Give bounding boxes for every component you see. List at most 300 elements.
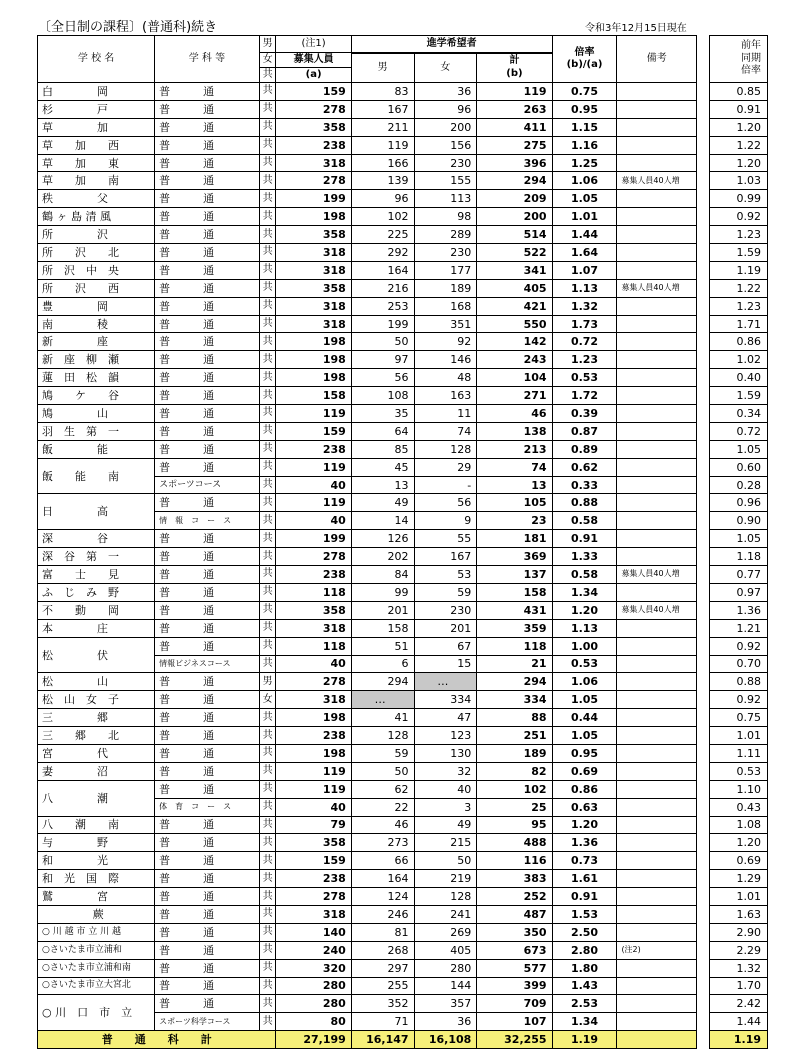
total-count: 411 [477,118,552,136]
ratio: 1.34 [552,1013,617,1031]
table-row [38,870,697,888]
header-ratio-label: 倍率 [574,46,595,58]
prev-total-row [710,1031,768,1049]
remarks [617,1013,697,1031]
total-count: 137 [477,566,552,584]
prev-ratio: 1.23 [710,226,768,244]
female-count: 59 [414,583,477,601]
prev-ratio: 1.29 [710,870,768,888]
ratio: 0.73 [552,852,617,870]
capacity: 118 [276,583,351,601]
remarks [617,315,697,333]
total-female: 16,108 [414,1031,477,1049]
total-sum: 32,255 [477,1031,552,1049]
school-name: 所 沢 [38,226,155,244]
prev-ratio: 1.01 [710,888,768,906]
dept-name: 普 通 [155,888,260,906]
school-name: 本 庄 [38,619,155,637]
table-row [38,923,697,941]
male-count: 164 [351,261,414,279]
prev-row [710,297,768,315]
total-count: 13 [477,476,552,494]
prev-ratio: 0.91 [710,100,768,118]
dept-name: 普 通 [155,387,260,405]
remarks [617,905,697,923]
remarks [617,422,697,440]
capacity: 40 [276,798,351,816]
prev-ratio: 0.43 [710,798,768,816]
prev-ratio: 1.22 [710,136,768,154]
capacity: 119 [276,780,351,798]
total-count: 105 [477,494,552,512]
female-count: 177 [414,261,477,279]
capacity: 198 [276,333,351,351]
ratio: 0.91 [552,888,617,906]
capacity: 40 [276,512,351,530]
table-row [38,333,697,351]
table-row [38,83,697,101]
prev-row [710,369,768,387]
remarks [617,261,697,279]
prev-ratio: 1.03 [710,172,768,190]
gender: 共 [259,959,276,977]
total-count: 102 [477,780,552,798]
gender: 共 [259,780,276,798]
prev-ratio: 0.92 [710,637,768,655]
school-name: 白 岡 [38,83,155,101]
remarks [617,691,697,709]
male-count: 59 [351,744,414,762]
prev-ratio: 1.59 [710,387,768,405]
total-count: 294 [477,172,552,190]
ratio: 1.36 [552,834,617,852]
prev-ratio: 1.01 [710,727,768,745]
table-row [38,315,697,333]
ratio: 0.33 [552,476,617,494]
school-name: 八 潮 [38,780,155,816]
capacity: 119 [276,458,351,476]
prev-row [710,458,768,476]
table-row [38,440,697,458]
header-prev-line3: 倍率 [741,65,761,77]
gender: 共 [259,154,276,172]
total-count: 118 [477,637,552,655]
prev-ratio: 0.92 [710,208,768,226]
dept-name: 普 通 [155,226,260,244]
male-count: 199 [351,315,414,333]
table-row [38,959,697,977]
total-count: 200 [477,208,552,226]
capacity: 140 [276,923,351,941]
dept-name: 普 通 [155,494,260,512]
school-name: ○さいたま市立浦和 [38,941,155,959]
ratio: 1.05 [552,691,617,709]
female-count: 96 [414,100,477,118]
prev-row [710,905,768,923]
capacity: 199 [276,530,351,548]
prev-row [710,744,768,762]
total-count: 25 [477,798,552,816]
ratio: 1.32 [552,297,617,315]
total-count: 522 [477,244,552,262]
prev-row [710,190,768,208]
prev-row [710,333,768,351]
table-row [38,405,697,423]
capacity: 118 [276,637,351,655]
capacity: 318 [276,244,351,262]
remarks [617,208,697,226]
prev-row [710,566,768,584]
total-count: 104 [477,369,552,387]
male-count: 22 [351,798,414,816]
male-count: 119 [351,136,414,154]
prev-ratio: 1.23 [710,297,768,315]
gender: 共 [259,941,276,959]
prev-ratio: 0.70 [710,655,768,673]
ratio: 1.00 [552,637,617,655]
total-count: 189 [477,744,552,762]
total-count: 275 [477,136,552,154]
table-row [38,190,697,208]
gender: 共 [259,226,276,244]
prev-row [710,959,768,977]
female-count: 47 [414,709,477,727]
table-row [38,583,697,601]
capacity: 278 [276,888,351,906]
female-count: 3 [414,798,477,816]
male-count: 56 [351,369,414,387]
remarks [617,440,697,458]
total-count: 271 [477,387,552,405]
prev-ratio: 1.20 [710,118,768,136]
total-count: 399 [477,977,552,995]
ratio: 0.58 [552,512,617,530]
school-name: 所 沢 北 [38,244,155,262]
dept-name: 普 通 [155,315,260,333]
school-name: 富 士 見 [38,566,155,584]
total-count: 46 [477,405,552,423]
prev-row [710,601,768,619]
enrollment-table [37,35,697,1049]
remarks [617,405,697,423]
female-count: 155 [414,172,477,190]
prev-ratio: 0.40 [710,369,768,387]
capacity: 318 [276,261,351,279]
school-name: 草 加 西 [38,136,155,154]
total-count: 263 [477,100,552,118]
prev-ratio: 0.99 [710,190,768,208]
male-count: 46 [351,816,414,834]
male-count: 294 [351,673,414,691]
table-row [38,458,697,476]
dept-name: 普 通 [155,601,260,619]
remarks [617,351,697,369]
male-count: 50 [351,762,414,780]
prev-row [710,548,768,566]
prev-row [710,852,768,870]
gender: 共 [259,762,276,780]
header-prev-line1: 前年 [741,40,761,52]
school-name: 妻 沼 [38,762,155,780]
female-count: 9 [414,512,477,530]
female-count: … [414,673,477,691]
ratio: 1.53 [552,905,617,923]
capacity: 119 [276,405,351,423]
school-name: 南 稜 [38,315,155,333]
prev-row [710,351,768,369]
dept-name: 普 通 [155,422,260,440]
school-name: ○ 川 口 市 立 [38,995,155,1031]
male-count: 71 [351,1013,414,1031]
header-cap-a: (a) [276,68,351,83]
school-name: 宮 代 [38,744,155,762]
gender: 共 [259,100,276,118]
gender: 共 [259,655,276,673]
total-count: 350 [477,923,552,941]
table-row [38,673,697,691]
gender: 共 [259,1013,276,1031]
school-name: 秩 父 [38,190,155,208]
ratio: 1.43 [552,977,617,995]
dept-name: 普 通 [155,530,260,548]
table-row [38,494,697,512]
ratio: 1.16 [552,136,617,154]
prev-ratio: 0.34 [710,405,768,423]
female-count: 230 [414,601,477,619]
male-count: 166 [351,154,414,172]
school-name: 三 郷 [38,709,155,727]
table-row [38,637,697,655]
prev-row [710,279,768,297]
prev-ratio: 0.77 [710,566,768,584]
school-name: 新 座 柳 瀬 [38,351,155,369]
capacity: 318 [276,154,351,172]
gender: 共 [259,440,276,458]
remarks [617,673,697,691]
prev-ratio: 1.05 [710,440,768,458]
female-count: 113 [414,190,477,208]
remarks [617,709,697,727]
gender: 共 [259,709,276,727]
ratio: 1.23 [552,351,617,369]
header-female: 女 [414,53,477,83]
female-count: 53 [414,566,477,584]
capacity: 358 [276,834,351,852]
female-count: 15 [414,655,477,673]
female-count: 67 [414,637,477,655]
gender: 共 [259,83,276,101]
prev-ratio: 0.97 [710,583,768,601]
total-count: 431 [477,601,552,619]
remarks [617,369,697,387]
gender: 共 [259,118,276,136]
gender: 女 [259,691,276,709]
remarks [617,458,697,476]
ratio: 2.50 [552,923,617,941]
dept-name: 普 通 [155,744,260,762]
capacity: 240 [276,941,351,959]
prev-row [710,405,768,423]
total-male: 16,147 [351,1031,414,1049]
remarks [617,619,697,637]
header-total [477,53,552,83]
capacity: 159 [276,83,351,101]
prev-ratio: 0.60 [710,458,768,476]
male-count: 268 [351,941,414,959]
capacity: 318 [276,905,351,923]
remarks [617,637,697,655]
table-row [38,172,697,190]
table-row [38,369,697,387]
ratio: 2.80 [552,941,617,959]
dept-name: 普 通 [155,780,260,798]
capacity: 40 [276,476,351,494]
total-count: 577 [477,959,552,977]
prev-row [710,637,768,655]
total-count: 396 [477,154,552,172]
dept-name: 普 通 [155,691,260,709]
prev-row [710,136,768,154]
school-name: 草 加 南 [38,172,155,190]
prev-ratio: 0.92 [710,691,768,709]
gender: 共 [259,870,276,888]
gender: 共 [259,834,276,852]
dept-name: 普 通 [155,458,260,476]
female-count: 280 [414,959,477,977]
school-name: 不 動 岡 [38,601,155,619]
table-row [38,422,697,440]
gender: 共 [259,190,276,208]
male-count: 62 [351,780,414,798]
gender: 共 [259,476,276,494]
prev-row [710,476,768,494]
dept-name: 普 通 [155,995,260,1013]
ratio: 1.44 [552,226,617,244]
school-name: 松 山 女 子 [38,691,155,709]
remarks [617,297,697,315]
prev-row [710,995,768,1013]
female-count: 144 [414,977,477,995]
prev-ratio: 1.20 [710,154,768,172]
capacity: 79 [276,816,351,834]
total-count: 252 [477,888,552,906]
total-count: 181 [477,530,552,548]
total-count: 514 [477,226,552,244]
female-count: 29 [414,458,477,476]
dept-name: 情 報 コ ー ス [155,512,260,530]
school-name: 飯 能 [38,440,155,458]
school-name: 鳩 山 [38,405,155,423]
school-name: 和 光 [38,852,155,870]
ratio: 1.73 [552,315,617,333]
dept-name: 普 通 [155,673,260,691]
capacity: 320 [276,959,351,977]
gender: 共 [259,387,276,405]
ratio: 0.58 [552,566,617,584]
ratio: 0.89 [552,440,617,458]
total-count: 138 [477,422,552,440]
prev-row [710,208,768,226]
gender: 共 [259,136,276,154]
table-row [38,279,697,297]
dept-name: 普 通 [155,619,260,637]
prev-ratio: 1.18 [710,548,768,566]
female-count: 123 [414,727,477,745]
ratio: 0.53 [552,369,617,387]
prev-row [710,387,768,405]
capacity: 238 [276,136,351,154]
prev-row [710,100,768,118]
remarks [617,530,697,548]
ratio: 0.91 [552,530,617,548]
remarks [617,583,697,601]
female-count: 11 [414,405,477,423]
gender: 共 [259,351,276,369]
female-count: 128 [414,888,477,906]
table-row [38,905,697,923]
table-row [38,100,697,118]
dept-name: 普 通 [155,923,260,941]
ratio: 0.95 [552,100,617,118]
school-name: 松 伏 [38,637,155,673]
total-count: 213 [477,440,552,458]
remarks [617,548,697,566]
prev-row [710,583,768,601]
capacity: 278 [276,172,351,190]
ratio: 1.20 [552,601,617,619]
prev-row [710,834,768,852]
male-count: 64 [351,422,414,440]
capacity: 238 [276,440,351,458]
female-count: 32 [414,762,477,780]
female-count: 48 [414,369,477,387]
female-count: 201 [414,619,477,637]
male-count: 124 [351,888,414,906]
female-count: 36 [414,83,477,101]
remarks [617,100,697,118]
dept-name: 普 通 [155,351,260,369]
male-count: 102 [351,208,414,226]
dept-name: 普 通 [155,172,260,190]
school-name: 鳩 ケ 谷 [38,387,155,405]
male-count: 81 [351,923,414,941]
gender: 共 [259,333,276,351]
ratio: 1.15 [552,118,617,136]
female-count: 163 [414,387,477,405]
school-name: ○ 川 越 市 立 川 越 [38,923,155,941]
remarks: 募集人員40人増 [617,601,697,619]
gender: 共 [259,583,276,601]
dept-name: 普 通 [155,941,260,959]
dept-name: 普 通 [155,905,260,923]
school-name: 三 郷 北 [38,727,155,745]
gender: 共 [259,601,276,619]
male-count: 225 [351,226,414,244]
prev-row [710,226,768,244]
dept-name: 情報ビジネスコース [155,655,260,673]
remarks: 募集人員40人増 [617,566,697,584]
prev-ratio: 1.63 [710,905,768,923]
prev-row [710,816,768,834]
gender: 共 [259,744,276,762]
gender: 共 [259,261,276,279]
prev-ratio: 0.88 [710,673,768,691]
prev-ratio: 2.42 [710,995,768,1013]
school-name: 与 野 [38,834,155,852]
table-row [38,619,697,637]
ratio: 0.53 [552,655,617,673]
prev-row [710,888,768,906]
